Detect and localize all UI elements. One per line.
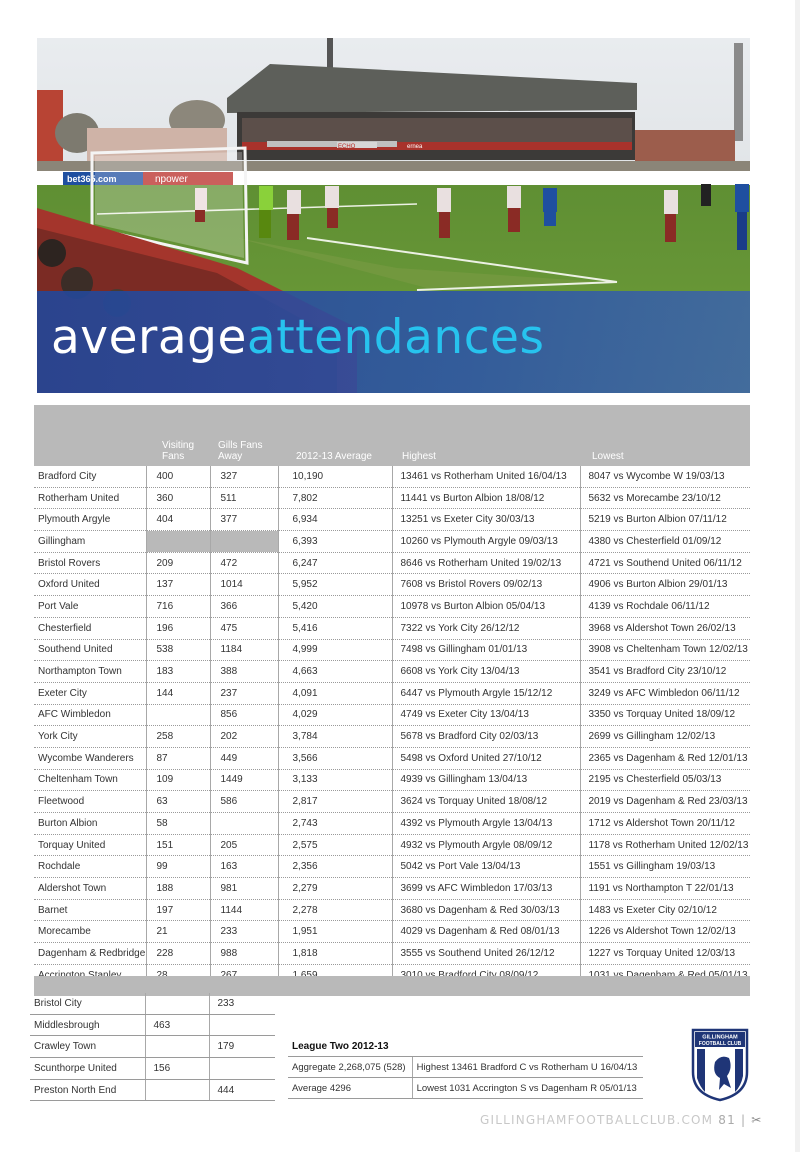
highest-attendance: 5498 vs Oxford United 27/10/12 xyxy=(392,747,580,769)
crest-text-line2: FOOTBALL CLUB xyxy=(698,1041,742,1047)
visiting-fans: 183 xyxy=(146,661,210,683)
season-average: 5,420 xyxy=(278,596,392,618)
gills-fans-away: 388 xyxy=(210,661,278,683)
gills-fans-away: 1184 xyxy=(210,639,278,661)
club-name: Aldershot Town xyxy=(34,878,146,900)
highest-attendance: 5678 vs Bradford City 02/03/13 xyxy=(392,726,580,748)
season-average: 6,247 xyxy=(278,552,392,574)
table-header-row xyxy=(34,405,750,466)
league-summary-row xyxy=(288,1057,643,1078)
gills-fans-away: 163 xyxy=(210,856,278,878)
gills-fans-away: 1449 xyxy=(210,769,278,791)
table-row xyxy=(34,466,750,487)
season-average: 1,818 xyxy=(278,943,392,965)
season-average: 6,934 xyxy=(278,509,392,531)
lowest-attendance: 5219 vs Burton Albion 07/11/12 xyxy=(580,509,750,531)
gills-fans-away: 988 xyxy=(210,943,278,965)
table-row xyxy=(30,1079,275,1101)
gills-fans-away: 1144 xyxy=(210,899,278,921)
visiting-fans: 151 xyxy=(146,834,210,856)
chimney xyxy=(734,43,743,141)
table-row xyxy=(34,943,750,965)
gills-fans-away xyxy=(209,1058,275,1080)
highest-attendance: 13251 vs Exeter City 30/03/13 xyxy=(392,509,580,531)
header-lowest: Lowest xyxy=(580,405,750,466)
club-name: AFC Wimbledon xyxy=(34,704,146,726)
season-average: 5,416 xyxy=(278,617,392,639)
visiting-fans: 109 xyxy=(146,769,210,791)
club-name: Oxford United xyxy=(34,574,146,596)
club-name: Bristol Rovers xyxy=(34,552,146,574)
league-highest: Highest 13461 Bradford C vs Rotherham U 16/04/13 xyxy=(412,1057,643,1078)
visiting-fans xyxy=(145,993,209,1014)
header-visiting-fans: Visiting Fans xyxy=(146,405,210,466)
highest-attendance: 3555 vs Southend United 26/12/12 xyxy=(392,943,580,965)
table-row xyxy=(34,639,750,661)
club-name: Barnet xyxy=(34,899,146,921)
club-name: Preston North End xyxy=(30,1079,145,1101)
table-row xyxy=(34,747,750,769)
club-name: York City xyxy=(34,726,146,748)
gills-fans-away: 856 xyxy=(210,704,278,726)
header-highest: Highest xyxy=(392,405,580,466)
gills-fans-away xyxy=(209,1014,275,1036)
visiting-fans: 156 xyxy=(145,1058,209,1080)
ad-board-ernea-text: ernea xyxy=(407,144,423,150)
visiting-fans xyxy=(146,531,210,553)
highest-attendance: 4749 vs Exeter City 13/04/13 xyxy=(392,704,580,726)
lowest-attendance: 3541 vs Bradford City 23/10/12 xyxy=(580,661,750,683)
club-name: Morecambe xyxy=(34,921,146,943)
table-row xyxy=(34,704,750,726)
gills-fans-away: 1014 xyxy=(210,574,278,596)
table-row xyxy=(34,878,750,900)
season-average: 4,663 xyxy=(278,661,392,683)
lowest-attendance: 3249 vs AFC Wimbledon 06/11/12 xyxy=(580,682,750,704)
season-average: 3,133 xyxy=(278,769,392,791)
other-clubs-table xyxy=(30,993,275,1101)
lowest-attendance: 5632 vs Morecambe 23/10/12 xyxy=(580,487,750,509)
highest-attendance: 11441 vs Burton Albion 18/08/12 xyxy=(392,487,580,509)
gills-fans-away: 366 xyxy=(210,596,278,618)
highest-attendance: 13461 vs Rotherham United 16/04/13 xyxy=(392,466,580,487)
visiting-fans: 188 xyxy=(146,878,210,900)
gills-fans-away: 179 xyxy=(209,1036,275,1058)
lowest-attendance: 1178 vs Rotherham United 12/02/13 xyxy=(580,834,750,856)
visiting-fans: 400 xyxy=(146,466,210,487)
season-average: 2,575 xyxy=(278,834,392,856)
visiting-fans: 228 xyxy=(146,943,210,965)
club-name: Wycombe Wanderers xyxy=(34,747,146,769)
lowest-attendance: 1712 vs Aldershot Town 20/11/12 xyxy=(580,813,750,835)
visiting-fans: 21 xyxy=(146,921,210,943)
highest-attendance: 3680 vs Dagenham & Red 30/03/13 xyxy=(392,899,580,921)
lowest-attendance: 8047 vs Wycombe W 19/03/13 xyxy=(580,466,750,487)
gills-fans-away xyxy=(210,531,278,553)
club-name: Chesterfield xyxy=(34,617,146,639)
highest-attendance: 10260 vs Plymouth Argyle 09/03/13 xyxy=(392,531,580,553)
lowest-attendance: 1191 vs Northampton T 22/01/13 xyxy=(580,878,750,900)
club-name: Bradford City xyxy=(34,466,146,487)
visiting-fans: 538 xyxy=(146,639,210,661)
gills-fans-away: 233 xyxy=(210,921,278,943)
visiting-fans: 258 xyxy=(146,726,210,748)
gills-fans-away: 377 xyxy=(210,509,278,531)
visiting-fans: 87 xyxy=(146,747,210,769)
visiting-fans: 360 xyxy=(146,487,210,509)
gills-fans-away: 449 xyxy=(210,747,278,769)
visiting-fans: 716 xyxy=(146,596,210,618)
club-name: Gillingham xyxy=(34,531,146,553)
visiting-fans: 463 xyxy=(145,1014,209,1036)
highest-attendance: 7498 vs Gillingham 01/01/13 xyxy=(392,639,580,661)
visiting-fans xyxy=(145,1036,209,1058)
table-row xyxy=(34,661,750,683)
season-average: 4,091 xyxy=(278,682,392,704)
club-name: Plymouth Argyle xyxy=(34,509,146,531)
highest-attendance: 7322 vs York City 26/12/12 xyxy=(392,617,580,639)
lowest-attendance: 1483 vs Exeter City 02/10/12 xyxy=(580,899,750,921)
title-part-average: average xyxy=(51,310,247,365)
highest-attendance: 3624 vs Torquay United 18/08/12 xyxy=(392,791,580,813)
visiting-fans: 137 xyxy=(146,574,210,596)
page-number: 81 xyxy=(718,1113,736,1127)
season-average: 1,951 xyxy=(278,921,392,943)
table-row xyxy=(34,682,750,704)
league-average: Average 4296 xyxy=(288,1078,412,1099)
table-row xyxy=(34,617,750,639)
lowest-attendance: 2699 vs Gillingham 12/02/13 xyxy=(580,726,750,748)
header-average: 2012-13 Average xyxy=(278,405,392,466)
club-name: Torquay United xyxy=(34,834,146,856)
gills-fans-away: 202 xyxy=(210,726,278,748)
league-aggregate: Aggregate 2,268,075 (528) xyxy=(288,1057,412,1078)
club-name: Bristol City xyxy=(30,993,145,1014)
visiting-fans: 58 xyxy=(146,813,210,835)
gills-fans-away: 472 xyxy=(210,552,278,574)
lowest-attendance: 1551 vs Gillingham 19/03/13 xyxy=(580,856,750,878)
season-average: 4,029 xyxy=(278,704,392,726)
lowest-attendance: 3968 vs Aldershot Town 26/02/13 xyxy=(580,617,750,639)
gills-fans-away: 327 xyxy=(210,466,278,487)
season-average: 2,743 xyxy=(278,813,392,835)
table-row xyxy=(30,1058,275,1080)
highest-attendance: 3699 vs AFC Wimbledon 17/03/13 xyxy=(392,878,580,900)
gills-fans-away: 444 xyxy=(209,1079,275,1101)
gills-fans-away: 511 xyxy=(210,487,278,509)
table-row xyxy=(34,921,750,943)
table-row xyxy=(34,726,750,748)
visiting-fans: 99 xyxy=(146,856,210,878)
visiting-fans: 196 xyxy=(146,617,210,639)
season-average: 2,356 xyxy=(278,856,392,878)
highest-attendance: 5042 vs Port Vale 13/04/13 xyxy=(392,856,580,878)
lowest-attendance: 4721 vs Southend United 06/11/12 xyxy=(580,552,750,574)
lowest-attendance: 3350 vs Torquay United 18/09/12 xyxy=(580,704,750,726)
highest-attendance: 4932 vs Plymouth Argyle 08/09/12 xyxy=(392,834,580,856)
attendance-table xyxy=(34,405,750,987)
league-summary-heading-row xyxy=(288,1036,643,1057)
lowest-attendance: 2195 vs Chesterfield 05/03/13 xyxy=(580,769,750,791)
table-row xyxy=(34,813,750,835)
highest-attendance: 8646 vs Rotherham United 19/02/13 xyxy=(392,552,580,574)
club-crest xyxy=(691,1028,749,1102)
highest-attendance: 10978 vs Burton Albion 05/04/13 xyxy=(392,596,580,618)
table-row xyxy=(34,856,750,878)
gills-fans-away: 981 xyxy=(210,878,278,900)
highest-attendance: 4392 vs Plymouth Argyle 13/04/13 xyxy=(392,813,580,835)
visiting-fans: 404 xyxy=(146,509,210,531)
visiting-fans: 63 xyxy=(146,791,210,813)
lowest-attendance: 3908 vs Cheltenham Town 12/02/13 xyxy=(580,639,750,661)
lowest-attendance: 4139 vs Rochdale 06/11/12 xyxy=(580,596,750,618)
stadium-photo xyxy=(37,38,750,393)
league-summary-row xyxy=(288,1078,643,1099)
visiting-fans: 197 xyxy=(146,899,210,921)
crest-text-line1: GILLINGHAM xyxy=(702,1034,738,1041)
gills-fans-away: 475 xyxy=(210,617,278,639)
page-edge xyxy=(795,0,800,1152)
lowest-attendance: 4906 vs Burton Albion 29/01/13 xyxy=(580,574,750,596)
club-name: Cheltenham Town xyxy=(34,769,146,791)
table-row xyxy=(34,596,750,618)
gills-fans-away: 233 xyxy=(209,993,275,1014)
season-average: 2,279 xyxy=(278,878,392,900)
table-row xyxy=(34,574,750,596)
season-average: 3,784 xyxy=(278,726,392,748)
season-average: 6,393 xyxy=(278,531,392,553)
page-mark-icon: ✂ xyxy=(751,1113,763,1127)
footer-site: GILLINGHAMFOOTBALLCLUB.COM xyxy=(480,1113,714,1127)
header-club xyxy=(34,405,146,466)
visiting-fans xyxy=(145,1079,209,1101)
season-average: 3,566 xyxy=(278,747,392,769)
lowest-attendance: 1226 vs Aldershot Town 12/02/13 xyxy=(580,921,750,943)
season-average: 2,278 xyxy=(278,899,392,921)
page-title xyxy=(51,310,544,365)
gills-fans-away: 237 xyxy=(210,682,278,704)
highest-attendance: 6447 vs Plymouth Argyle 15/12/12 xyxy=(392,682,580,704)
highest-attendance: 4939 vs Gillingham 13/04/13 xyxy=(392,769,580,791)
club-name: Port Vale xyxy=(34,596,146,618)
gills-fans-away: 586 xyxy=(210,791,278,813)
table-row xyxy=(30,1036,275,1058)
ad-board-echo-text: ECHO xyxy=(338,144,356,150)
table-row xyxy=(34,531,750,553)
ad-board-bet365-text: bet365.com xyxy=(67,174,117,184)
season-average: 7,802 xyxy=(278,487,392,509)
club-name: Rochdale xyxy=(34,856,146,878)
table-row xyxy=(34,834,750,856)
club-name: Exeter City xyxy=(34,682,146,704)
season-average: 2,817 xyxy=(278,791,392,813)
lowest-attendance: 1227 vs Torquay United 12/03/13 xyxy=(580,943,750,965)
table-row xyxy=(34,899,750,921)
club-name: Southend United xyxy=(34,639,146,661)
season-average: 4,999 xyxy=(278,639,392,661)
club-name: Northampton Town xyxy=(34,661,146,683)
club-name: Dagenham & Redbridge xyxy=(34,943,146,965)
club-name: Crawley Town xyxy=(30,1036,145,1058)
table-row xyxy=(30,993,275,1014)
gills-fans-away xyxy=(210,813,278,835)
visiting-fans: 209 xyxy=(146,552,210,574)
highest-attendance: 6608 vs York City 13/04/13 xyxy=(392,661,580,683)
table-row xyxy=(34,791,750,813)
highest-attendance: 7608 vs Bristol Rovers 09/02/13 xyxy=(392,574,580,596)
club-name: Scunthorpe United xyxy=(30,1058,145,1080)
visiting-fans xyxy=(146,704,210,726)
season-average: 10,190 xyxy=(278,466,392,487)
club-name: Middlesbrough xyxy=(30,1014,145,1036)
lowest-attendance: 4380 vs Chesterfield 01/09/12 xyxy=(580,531,750,553)
club-name: Burton Albion xyxy=(34,813,146,835)
lowest-attendance: 2365 vs Dagenham & Red 12/01/13 xyxy=(580,747,750,769)
ad-board-npower-text: npower xyxy=(155,174,188,185)
visiting-fans: 144 xyxy=(146,682,210,704)
lowest-attendance: 2019 vs Dagenham & Red 23/03/13 xyxy=(580,791,750,813)
header-gills-fans-away: Gills Fans Away xyxy=(210,405,278,466)
title-part-attendances: attendances xyxy=(246,310,545,365)
table-row xyxy=(34,769,750,791)
season-average: 5,952 xyxy=(278,574,392,596)
league-summary-heading: League Two 2012-13 xyxy=(288,1036,412,1057)
table-row xyxy=(34,487,750,509)
club-name: Fleetwood xyxy=(34,791,146,813)
page-footer: GILLINGHAMFOOTBALLCLUB.COM 81 | ✂ xyxy=(480,1113,763,1127)
table-row xyxy=(34,509,750,531)
table-row xyxy=(34,552,750,574)
table-row xyxy=(30,1014,275,1036)
club-name: Rotherham United xyxy=(34,487,146,509)
highest-attendance: 4029 vs Dagenham & Red 08/01/13 xyxy=(392,921,580,943)
league-lowest: Lowest 1031 Accrington S vs Dagenham R 05/01/13 xyxy=(412,1078,643,1099)
league-summary xyxy=(288,1036,643,1099)
gills-fans-away: 205 xyxy=(210,834,278,856)
